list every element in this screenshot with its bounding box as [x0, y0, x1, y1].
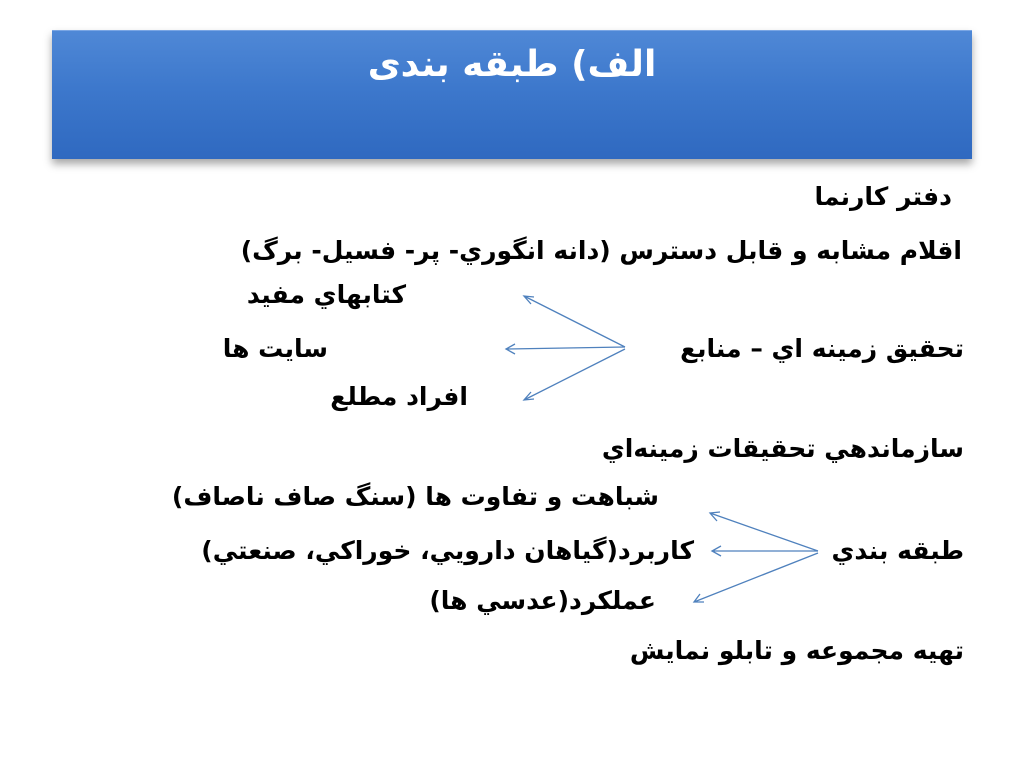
line-classification: طبقه بندي: [831, 536, 964, 565]
line-useful-books: كتابهاي مفيد: [246, 280, 406, 309]
line-similarity-difference: شباهت و تفاوت ها (سنگ صاف ناصاف): [171, 482, 659, 511]
arrow-similarity-difference: [710, 512, 818, 551]
arrow-usage: [712, 546, 818, 556]
line-similar-items: اقلام مشابه و قابل دسترس (دانه انگوري- پر- فسيل- برگ): [240, 236, 962, 265]
arrow-knowledgeable-people: [524, 349, 625, 400]
line-collection-display: تهيه مجموعه و تابلو نمايش: [629, 636, 964, 665]
line-function: عملكرد(عدسي ها): [429, 586, 656, 615]
slide-title: الف) طبقه بندی: [367, 44, 657, 85]
title-bar: [52, 30, 972, 159]
line-notebook: دفتر كارنما: [814, 182, 952, 211]
line-organizing-research: سازماندهي تحقيقات زمينه‌اي: [601, 434, 964, 463]
arrow-websites: [506, 344, 625, 354]
line-knowledgeable-people: افراد مطلع: [330, 382, 468, 411]
arrow-function: [694, 553, 818, 602]
line-usage: كاربرد(گياهان دارويي، خوراكي، صنعتي): [201, 536, 694, 565]
arrow-useful-books: [524, 296, 625, 347]
line-background-research: تحقيق زمينه اي – منابع: [680, 334, 964, 363]
line-websites: سايت ها: [222, 334, 328, 363]
